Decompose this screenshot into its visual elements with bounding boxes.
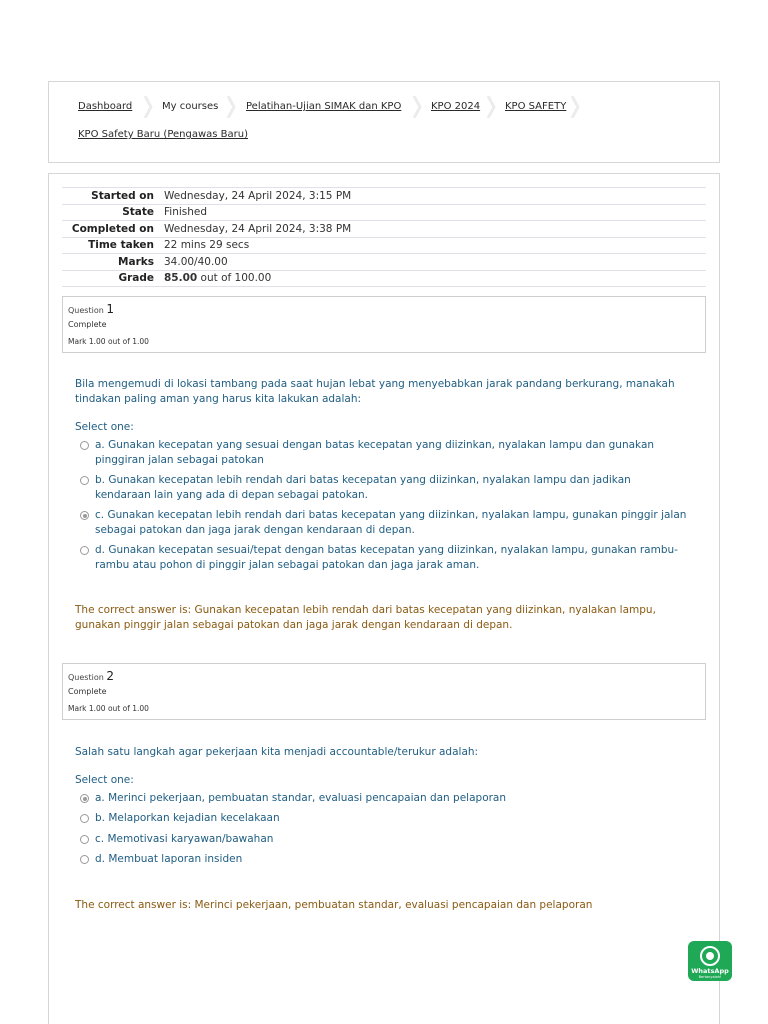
question-text: Salah satu langkah agar pekerjaan kita menjadi accountable/terukur adalah:: [75, 746, 479, 758]
summary-value: Finished: [164, 206, 208, 219]
radio-button[interactable]: [80, 441, 89, 450]
summary-label: State: [122, 206, 154, 219]
breadcrumb: [48, 81, 720, 163]
answer-option-text: d. Membuat laporan insiden: [95, 853, 243, 865]
breadcrumb-separator-icon: [143, 96, 153, 118]
summary-value: 22 mins 29 secs: [164, 239, 250, 252]
answer-option[interactable]: [80, 438, 688, 468]
radio-button[interactable]: [80, 835, 89, 844]
summary-value: [164, 270, 706, 287]
summary-row-grade: [62, 270, 706, 287]
summary-value: 34.00/40.00: [164, 255, 228, 268]
whatsapp-label: WhatsApp: [691, 967, 729, 975]
answer-option[interactable]: [80, 811, 688, 826]
breadcrumb-separator-icon: [412, 96, 422, 118]
question-number-value: 2: [106, 669, 114, 683]
breadcrumb-quiz[interactable]: KPO Safety Baru (Pengawas Baru): [78, 129, 248, 140]
summary-value: Wednesday, 24 April 2024, 3:15 PM: [164, 189, 352, 202]
summary-label: Marks: [118, 255, 154, 268]
question-number: [68, 669, 114, 683]
answer-option-text: a. Merinci pekerjaan, pembuatan standar, evaluasi pencapaian dan pelaporan: [95, 792, 507, 804]
breadcrumb-separator-icon: [226, 96, 236, 118]
answer-option[interactable]: [80, 473, 688, 503]
question-number-value: 1: [106, 302, 114, 316]
whatsapp-button[interactable]: [688, 941, 732, 981]
summary-row-started: [62, 188, 706, 205]
correct-answer-feedback: The correct answer is: Gunakan kecepatan lebih rendah dari batas kecepatan yang diizinkan, nyalakan lampu, gunakan pinggir jalan sebagai patokan dan jaga jarak dengan kendaraan di depan.: [75, 604, 656, 631]
question-info-box: [62, 296, 706, 353]
grade-out-of: out of 100.00: [197, 272, 272, 285]
correct-answer-feedback: The correct answer is: Merinci pekerjaan, pembuatan standar, evaluasi pencapaian dan pelaporan: [75, 899, 593, 911]
summary-label: Grade: [118, 272, 154, 285]
answer-option-text: d. Gunakan kecepatan sesuai/tepat dengan batas kecepatan yang diizinkan, nyalakan lampu, gunakan rambu-rambu atau pohon di pinggir jalan sebagai patokan dan jaga jarak aman.: [95, 544, 678, 571]
breadcrumb-dashboard[interactable]: Dashboard: [78, 101, 133, 112]
radio-button[interactable]: [80, 546, 89, 555]
grade-score: 85.00: [164, 272, 198, 285]
summary-label: Time taken: [88, 239, 154, 252]
question-state: Complete: [68, 687, 107, 696]
select-one-label: Select one:: [75, 774, 134, 786]
radio-button[interactable]: [80, 476, 89, 485]
attempt-summary-table: [62, 187, 706, 287]
question-text: Bila mengemudi di lokasi tambang pada saat hujan lebat yang menyebabkan jarak pandang berkurang, manakah tindakan paling aman yang harus kita lakukan adalah:: [75, 378, 675, 405]
breadcrumb-course-category[interactable]: Pelatihan-Ujian SIMAK dan KPO: [246, 101, 402, 112]
question-label: Question: [68, 673, 104, 682]
radio-button[interactable]: [80, 855, 89, 864]
question-mark: Mark 1.00 out of 1.00: [68, 704, 149, 713]
breadcrumb-separator-icon: [570, 96, 580, 118]
question-label: Question: [68, 306, 104, 315]
summary-label: Completed on: [71, 222, 154, 235]
summary-value: Wednesday, 24 April 2024, 3:38 PM: [164, 222, 352, 235]
radio-button-selected[interactable]: [80, 794, 89, 803]
answer-option[interactable]: [80, 852, 688, 867]
summary-row-completed: [62, 221, 706, 238]
breadcrumb-separator-icon: [486, 96, 496, 118]
whatsapp-sublabel: Bertanyalah!: [698, 975, 722, 979]
question-number: [68, 302, 114, 316]
question-mark: Mark 1.00 out of 1.00: [68, 337, 149, 346]
summary-row-state: [62, 204, 706, 221]
answer-option[interactable]: [80, 832, 688, 847]
answer-option-text: c. Memotivasi karyawan/bawahan: [95, 833, 274, 845]
radio-button[interactable]: [80, 814, 89, 823]
answer-option[interactable]: [80, 791, 688, 806]
answer-option-text: b. Melaporkan kejadian kecelakaan: [95, 812, 280, 824]
summary-row-marks: [62, 254, 706, 271]
summary-row-time-taken: [62, 237, 706, 254]
answer-option-text: a. Gunakan kecepatan yang sesuai dengan batas kecepatan yang diizinkan, nyalakan lampu dan gunakan pinggiran jalan sebagai patokan: [95, 439, 655, 466]
summary-label: Started on: [91, 189, 154, 202]
answer-option-text: b. Gunakan kecepatan lebih rendah dari batas kecepatan yang diizinkan, nyalakan lampu dan jadikan kendaraan lain yang ada di depan sebagai patokan.: [95, 474, 631, 501]
radio-button-selected[interactable]: [80, 511, 89, 520]
answer-option-text: c. Gunakan kecepatan lebih rendah dari batas kecepatan yang diizinkan, nyalakan lampu, gunakan pinggir jalan sebagai patokan dan jaga jarak dengan kendaraan di depan.: [95, 509, 687, 536]
select-one-label: Select one:: [75, 421, 134, 433]
question-state: Complete: [68, 320, 107, 329]
answer-option[interactable]: [80, 508, 688, 538]
breadcrumb-my-courses: My courses: [162, 101, 219, 112]
breadcrumb-kpo-safety[interactable]: KPO SAFETY: [505, 101, 567, 112]
whatsapp-icon: [700, 946, 720, 966]
answer-option[interactable]: [80, 543, 688, 573]
question-info-box: [62, 663, 706, 720]
breadcrumb-kpo-2024[interactable]: KPO 2024: [431, 101, 481, 112]
